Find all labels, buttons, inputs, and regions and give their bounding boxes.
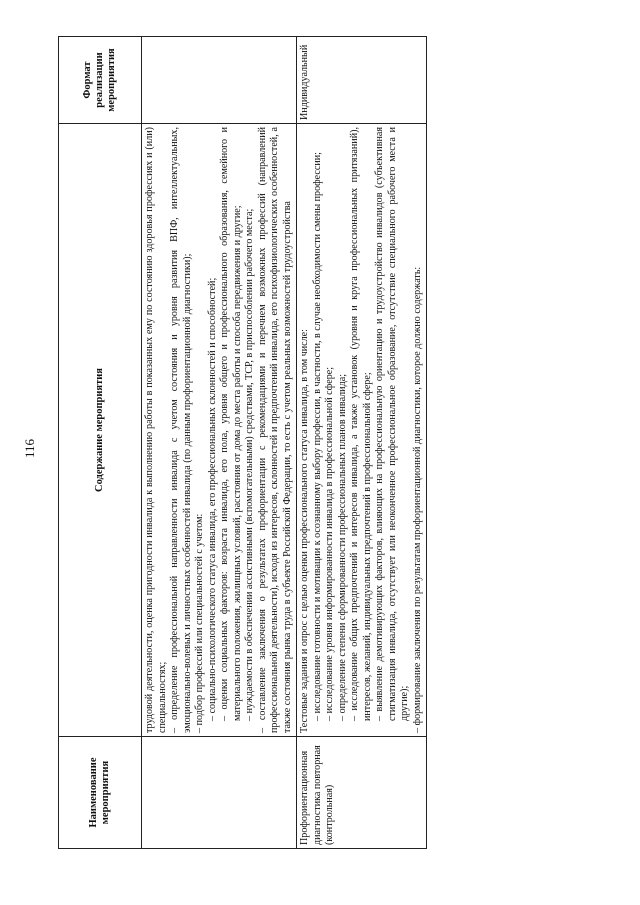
row2-format: Индивидуальный bbox=[297, 37, 427, 124]
row1-name bbox=[142, 737, 297, 849]
row2-line: Тестовые задания и опрос с целью оценки профессионального статуса инвалида, в том числе: bbox=[299, 329, 311, 733]
row2-name: Профориентационная диагностика повторная (контрольная) bbox=[297, 737, 427, 849]
row2-content bbox=[297, 124, 427, 737]
row1-line: – нуждаемости в обеспечении ассистивными (вспомогательными) средствами, ТСР, в приспособлении рабочего места; bbox=[244, 208, 256, 721]
row2-line: – исследование уровня информированности инвалида в профессиональной сфере; bbox=[324, 366, 336, 721]
header-content: Содержание мероприятия bbox=[59, 124, 142, 737]
measures-table bbox=[58, 36, 427, 849]
row2-line: – исследование общих предпочтений и интересов инвалида, а также установок (уровня и круга профессиональных притязаний), интересов, желаний, индивидуальных предпочтений в профессиональной сфере; bbox=[349, 127, 373, 721]
header-row bbox=[59, 37, 142, 849]
header-name: Наименование мероприятия bbox=[59, 737, 142, 849]
row2-line: – исследование готовности и мотивации к осознанному выбору профессии, в частности, в случае необходимости смены профессии; bbox=[311, 152, 323, 721]
row1-line: – составление заключения о результатах профориентации с рекомендациями и перечнем возможных профессий (направлений профессиональной деятельности), исходя из интересов, склонностей и предпочтений инвалида, его психофизиологических особенностей, а также состояния рынка труда в субъекте Российской Федерации, то есть с учетом реальных возможностей трудоустройства bbox=[256, 127, 293, 733]
row2-line: – выявление демотивирующих факторов, влияющих на профессиональную ориентацию и трудоустройство инвалидов (субъективная стигматизация инвалида, отсутствует или неоконченное профессиональное образование, отсутствие специального рабочего места и другие); bbox=[374, 127, 411, 721]
row2-line: – определение степени сформированности профессиональных планов инвалида; bbox=[336, 374, 348, 721]
row1-line: – подбор профессий или специальностей с учетом: bbox=[194, 513, 206, 733]
row1-line: – определение профессиональной направленности инвалида с учетом состояния и уровня развития ВПФ, интеллектуальных, эмоционально-волевых и личностных особенностей инвалида (по данным профориентационной диагностики); bbox=[169, 127, 193, 733]
row1-line: – социально-психологического статуса инвалида, его профессиональных склонностей и способностей; bbox=[206, 277, 218, 721]
table-row bbox=[297, 37, 427, 849]
row2-line: – формирование заключения по результатам профориентационной диагностики, которое должно содержать: bbox=[411, 266, 423, 733]
table-row bbox=[142, 37, 297, 849]
page-number: 116 bbox=[22, 438, 37, 458]
row1-line: – оценки социальных факторов: возраста инвалида, его пола, уровня общего и профессионального образования, семейного и материального положения, жилищных условий, расстояния от дома до места работы и способа передвижения и другие; bbox=[219, 127, 243, 721]
row1-line: трудовой деятельности, оценка пригодности инвалида к выполнению работы в показанных ему по состоянию здоровья профессиях и (или) специальностях; bbox=[144, 127, 168, 733]
row1-content bbox=[142, 124, 297, 737]
row1-format bbox=[142, 37, 297, 124]
header-format: Формат реализации мероприятия bbox=[59, 37, 142, 124]
